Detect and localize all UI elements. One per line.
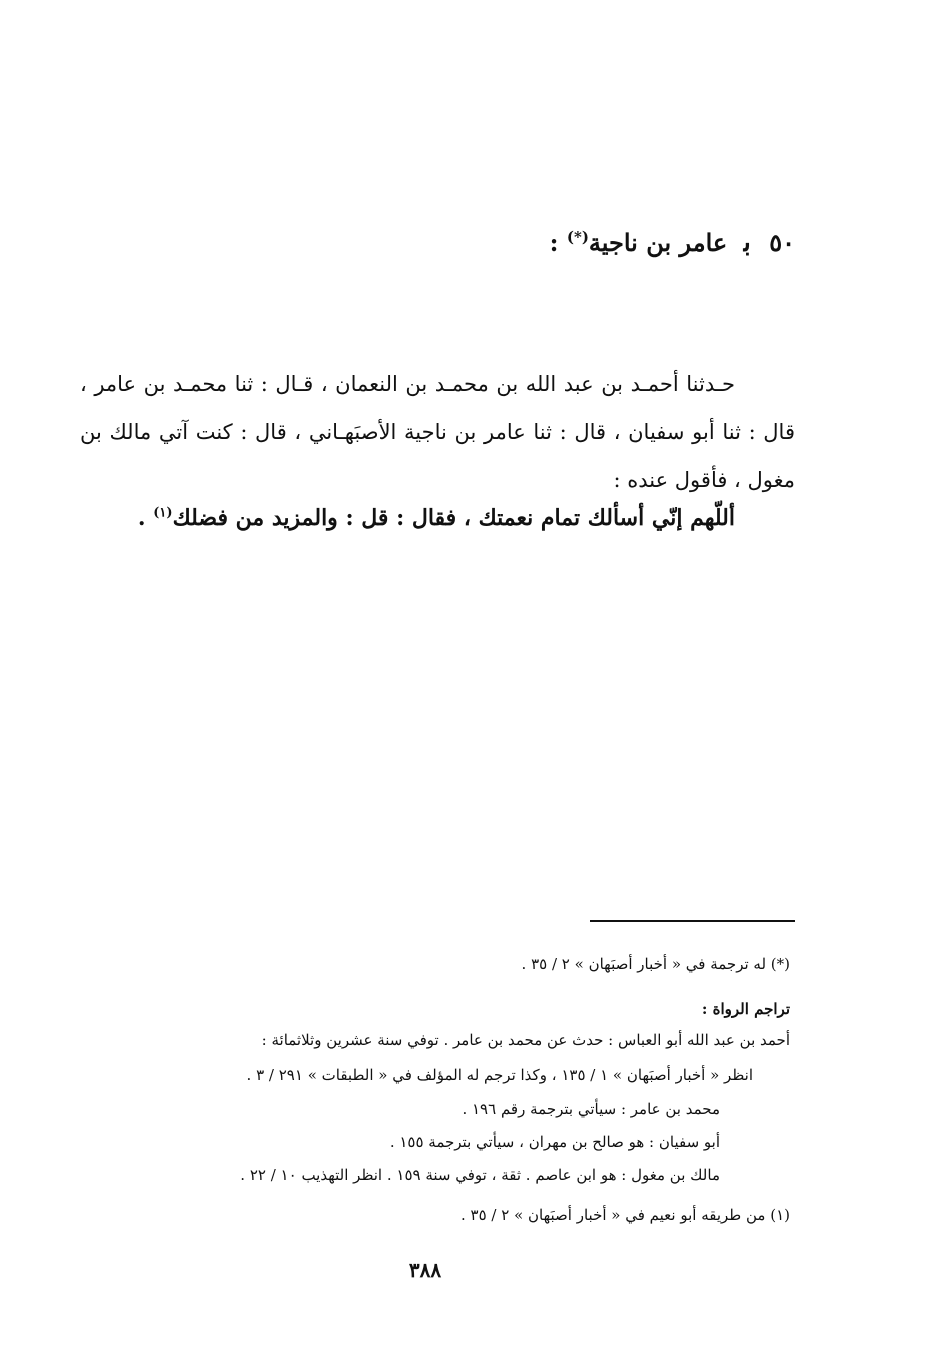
narrator-1: أحمد بن عبد الله أبو العباس : حدث عن محمد بن عامر . توفي سنة عشرين وثلاثمائة :	[261, 1031, 790, 1049]
prayer-footnote-ref: (١)	[153, 505, 173, 521]
narrator-1-continued: انظر « أخبار أصبَهان » ١ / ١٣٥ ، وكذا ترجم له المؤلف في « الطبقات » ٢٩١ / ٣ .	[246, 1066, 753, 1084]
entry-number: ٥٠	[769, 228, 795, 257]
prayer-line	[138, 505, 735, 531]
footnote-separator	[590, 920, 795, 922]
narrators-heading: تراجم الرواة :	[701, 1000, 790, 1018]
prayer-text: أللّهم إنّي أسألك تمام نعمتك ، فقال : قل : والمزيد من فضلك	[172, 505, 735, 531]
entry-name: عامر بن ناجية	[588, 228, 728, 257]
narration-paragraph: حـدثنا أحمـد بن عبد الله بن محمـد بن النعمان ، قـال : ثنا محمـد بن عامر ، قال : ثنا أبو سفيان ، قال : ثنا عامر بن ناجية الأصبَهـاني ، قال : كنت آتي مالك بن مغول ، فأقول عنده :	[80, 372, 795, 492]
footnote-1: (١) من طريقه أبو نعيم في « أخبار أصبَهان » ٢ / ٣٥ .	[460, 1206, 790, 1224]
prayer-end: .	[137, 505, 146, 531]
narrator-3: أبو سفيان : هو صالح بن مهران ، سيأتي بترجمة ١٥٥ .	[389, 1133, 720, 1151]
main-text	[80, 360, 795, 504]
narrator-2: محمد بن عامر : سيأتي بترجمة رقم ١٩٦ .	[462, 1100, 720, 1118]
page-number: ٣٨٨	[408, 1258, 442, 1282]
entry-colon: :	[549, 228, 559, 257]
entry-title	[550, 228, 795, 258]
narrator-4: مالك بن مغول : هو ابن عاصم . ثقة ، توفي سنة ١٥٩ . انظر التهذيب ١٠ / ٢٢ .	[240, 1166, 720, 1184]
footnote-star: (*) له ترجمة في « أخبار أصبَهان » ٢ / ٣٥ .	[521, 955, 790, 973]
entry-name-mark: (*)	[566, 228, 589, 246]
entry-mark: ﺑ	[743, 228, 751, 258]
